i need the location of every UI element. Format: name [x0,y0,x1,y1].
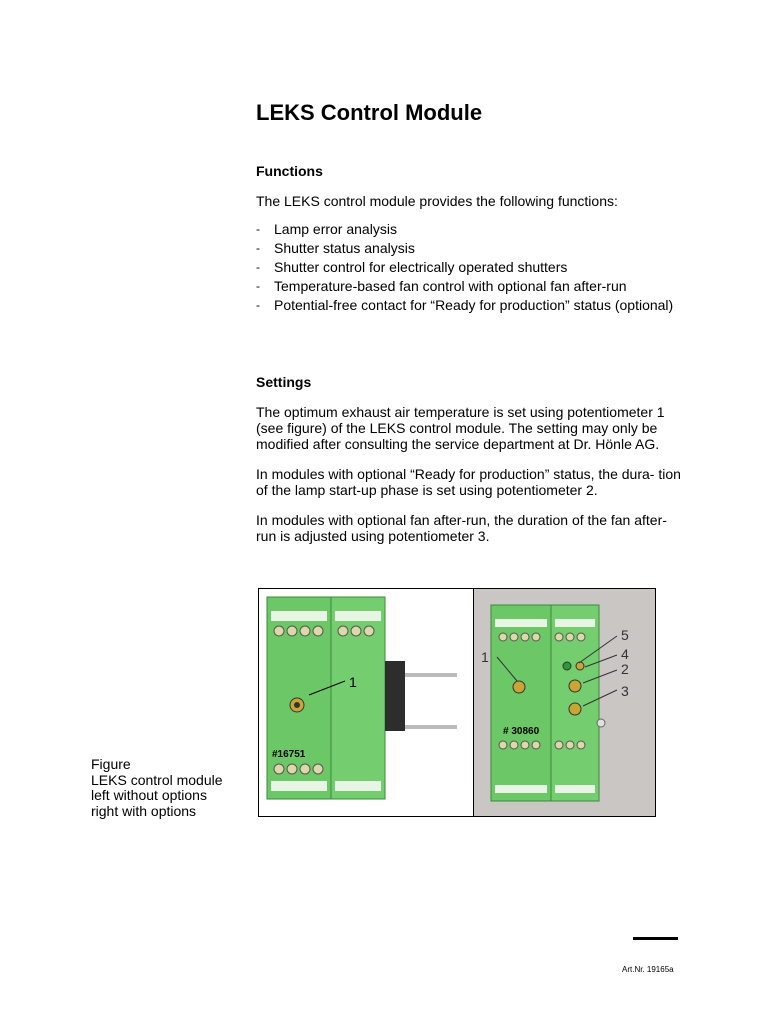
settings-section [256,374,681,544]
bullet-dash: - [256,241,260,255]
functions-list [256,221,681,313]
callout-label: 1 [481,649,489,665]
footer-rule [633,937,678,940]
figure-caption: Figure LEKS control module left without options right with options [91,756,223,819]
settings-paragraph: In modules with optional fan after-run, the duration of the fan after- run is adjusted using potentiometer 3. [256,512,667,544]
left-module [267,597,457,799]
module-illustration [259,589,657,818]
functions-heading: Functions [256,163,323,179]
callout-label: 1 [349,674,357,690]
list-item: - Shutter control for electrically operated shutters [256,259,568,275]
list-item: - Lamp error analysis [256,221,397,237]
callout-label: 4 [621,646,629,662]
settings-heading: Settings [256,374,312,390]
left-module-label: #16751 [272,749,306,760]
article-number: Art.Nr. 19165a [622,965,674,974]
list-item: - Potential-free contact for “Ready for production” status (optional) [256,297,674,313]
bullet-dash: - [256,298,260,312]
bullet-dash: - [256,222,260,236]
callout-label: 5 [621,627,629,643]
right-module-label: # 30860 [503,726,540,737]
bullet-dash: - [256,279,260,293]
page-title: LEKS Control Module [256,100,483,125]
right-module [481,605,629,801]
callout-label: 2 [621,661,629,677]
list-item: - Temperature-based fan control with optional fan after-run [256,278,627,294]
settings-paragraph: In modules with optional “Ready for production” status, the dura- tion of the lamp start-up phase is set using potentiometer 2. [256,466,681,498]
bullet-dash: - [256,260,260,274]
functions-section [256,163,681,316]
functions-intro: The LEKS control module provides the following functions: [256,193,618,209]
list-item: - Shutter status analysis [256,240,415,256]
settings-paragraph: The optimum exhaust air temperature is set using potentiometer 1 (see figure) of the LEKS control module. The setting may only be modified after consulting the service department at Dr. Hönle AG. [256,404,665,452]
figure-photo [258,588,656,817]
callout-label: 3 [621,683,629,699]
